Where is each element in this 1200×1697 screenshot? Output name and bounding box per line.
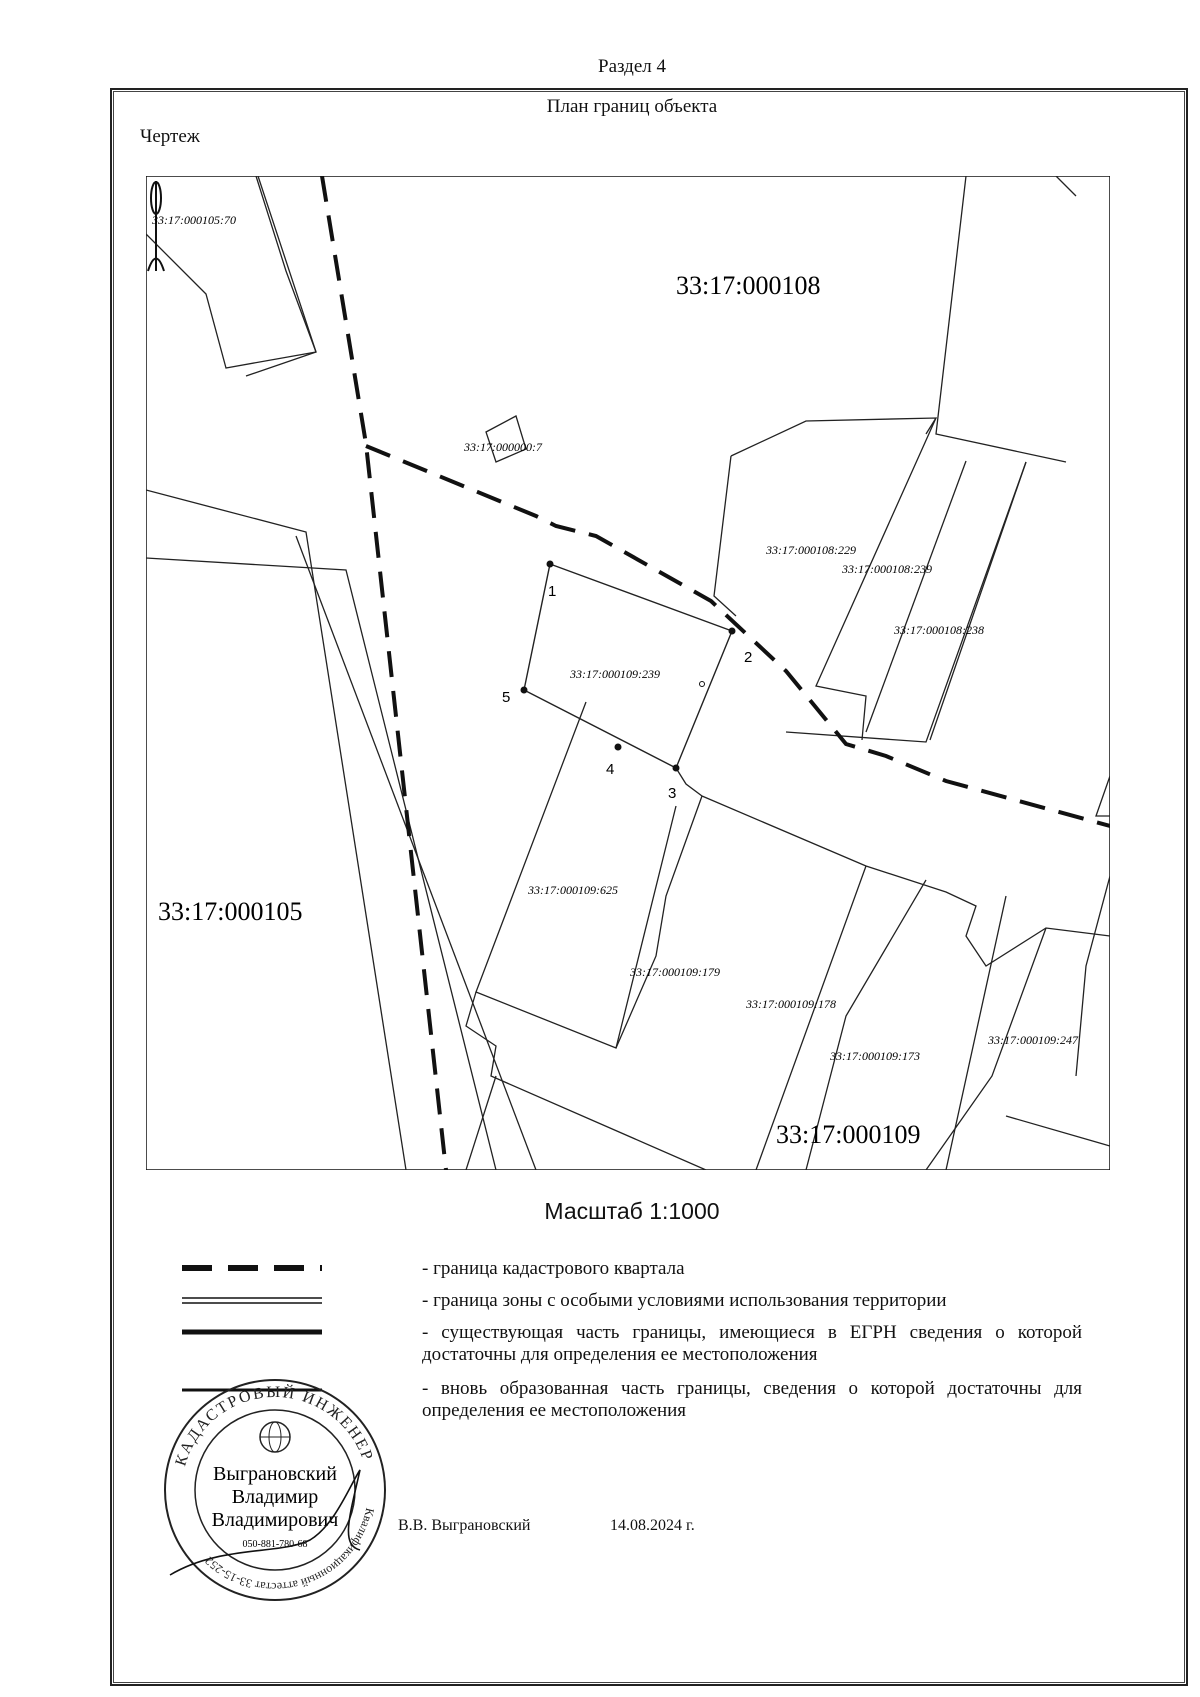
parcel-label: 33:17:000105:70	[152, 213, 236, 227]
parcel-label: 33:17:000109:625	[528, 883, 618, 897]
stamp-name: Выграновский	[213, 1463, 337, 1485]
plan-title: План границ объекта	[546, 96, 718, 117]
parcel-label: 33:17:000109:247	[988, 1033, 1078, 1047]
parcel-label: 33:17:000108:238	[894, 623, 984, 637]
legend-item: - вновь образованная часть границы, сведения о которой достаточны для определения ее местоположения	[422, 1378, 1082, 1421]
parcel-label: 33:17:000108:229	[766, 543, 856, 557]
parcel-label: 33:17:000109:178	[746, 997, 836, 1011]
parcel-label: 33:17:000108:239	[842, 562, 932, 576]
stamp-name: Владимир	[231, 1486, 319, 1508]
stamp-name: Владимирович	[211, 1509, 339, 1531]
point-label: 3	[668, 785, 677, 802]
quarter-label: 33:17:000105	[158, 897, 303, 926]
parcel-label: 33:17:000109:239	[570, 667, 660, 681]
point-label: 5	[502, 689, 511, 706]
drawing-label: Чертеж	[140, 126, 200, 147]
quarter-label: 33:17:000108	[676, 271, 821, 300]
point-label: 1	[548, 583, 557, 600]
quarter-label: 33:17:000109	[776, 1120, 921, 1149]
cadastral-map	[146, 176, 1110, 1170]
signer-name: В.В. Выграновский	[398, 1517, 531, 1534]
point-label: 2	[744, 649, 753, 666]
parcel-label: 33:17:000109:179	[630, 965, 720, 979]
stamp-ring-text: КАДАСТРОВЫЙ ИНЖЕНЕР	[172, 1383, 377, 1469]
point-label: 4	[606, 761, 615, 778]
parcel-label: 33:17:000109:173	[830, 1049, 920, 1063]
stamp-snils: 050-881-780-68	[242, 1539, 308, 1550]
legend-item: - граница кадастрового квартала	[422, 1258, 685, 1279]
engineer-stamp	[160, 1375, 390, 1605]
section-title: Раздел 4	[598, 56, 666, 77]
scale-label: Масштаб 1:1000	[544, 1198, 720, 1224]
signature-date: 14.08.2024 г.	[610, 1517, 695, 1534]
parcel-label: 33:17:000000:7	[464, 440, 542, 454]
stamp-bottom-text: Квалификационный аттестат 33-15-252	[202, 1506, 378, 1595]
legend-item: - граница зоны с особыми условиями использования территории	[422, 1290, 947, 1311]
legend-item: - существующая часть границы, имеющиеся в ЕГРН сведения о которой достаточны для определения ее местоположения	[422, 1322, 1082, 1365]
